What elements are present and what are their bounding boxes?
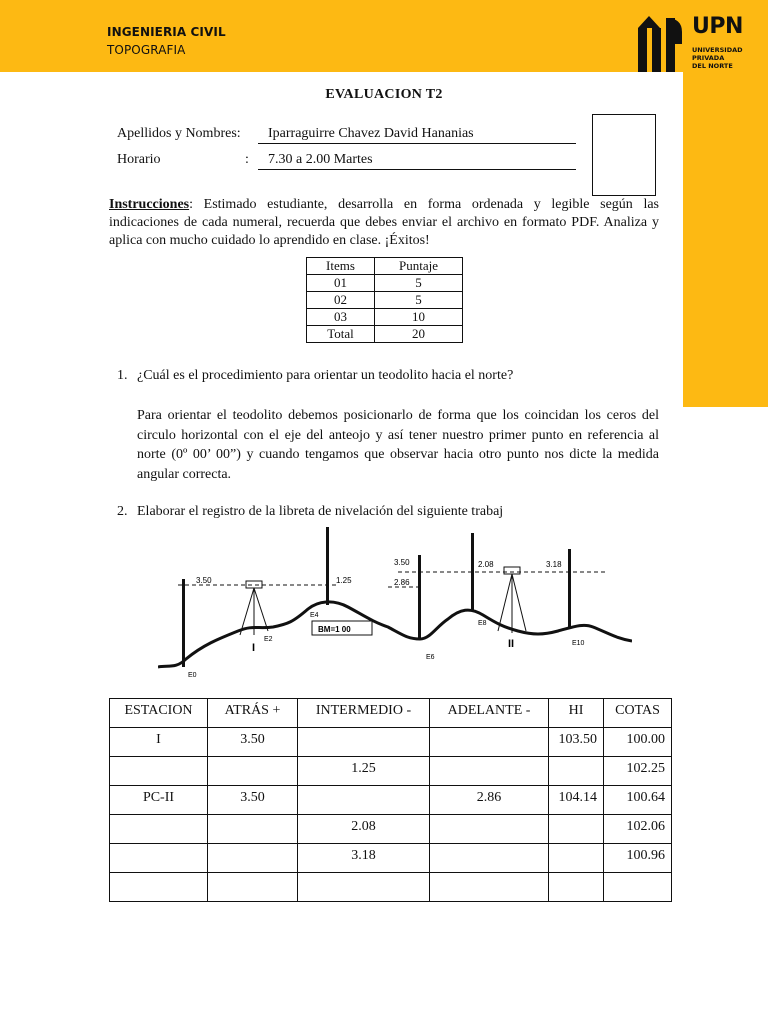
points-cell: 01 (307, 275, 375, 292)
cell-intermedio (298, 873, 430, 902)
table-row (110, 873, 672, 902)
point-e8: E8 (478, 620, 487, 627)
points-cell: 03 (307, 309, 375, 326)
table-row (110, 728, 672, 757)
bm-label: BM=1 00 (318, 625, 351, 634)
reading-r6: 3.18 (546, 560, 562, 569)
question-1-text: ¿Cuál es el procedimiento para orientar un teodolito hacia el norte? (137, 368, 514, 383)
staff-e8 (471, 533, 474, 611)
table-row (110, 757, 672, 786)
point-e2: E2 (264, 636, 273, 643)
cell-cotas: 102.25 (604, 757, 672, 786)
point-e6: E6 (426, 654, 435, 661)
name-label: Apellidos y Nombres: (117, 126, 241, 141)
points-cell: 10 (375, 309, 463, 326)
header-cotas: COTAS (604, 699, 672, 728)
cell-hi (549, 873, 604, 902)
cell-atras (208, 757, 298, 786)
station-label-1: I (252, 642, 256, 654)
header-course: TOPOGRAFIA (107, 43, 186, 57)
logo-sub-line-1: UNIVERSIDAD (692, 46, 743, 54)
cell-estacion (110, 873, 208, 902)
logo-sub-line-2: PRIVADA (692, 54, 725, 62)
reading-r4: 2.86 (394, 578, 410, 587)
points-table (306, 257, 463, 343)
header-atras: ATRÁS + (208, 699, 298, 728)
staff-e4 (326, 527, 329, 605)
points-cell: Total (307, 326, 375, 343)
table-row (307, 275, 463, 292)
table-row (307, 309, 463, 326)
station-label-2: II (508, 638, 515, 650)
cell-cotas: 100.00 (604, 728, 672, 757)
cell-adelante (430, 757, 549, 786)
libreta-header-row (110, 699, 672, 728)
cell-hi (549, 757, 604, 786)
reading-r5: 2.08 (478, 560, 494, 569)
points-cell: 20 (375, 326, 463, 343)
photo-box (592, 114, 656, 196)
header-adelante: ADELANTE - (430, 699, 549, 728)
instructions (109, 196, 659, 250)
instructions-text: : Estimado estudiante, desarrolla en forma ordenada y legible según las indicaciones de cada numeral, recuerda que debes enviar el archivo en formato PDF. Analiza y aplica con mucho cuidado lo aprendido en clase. ¡Éxitos! (109, 197, 659, 248)
name-value: Iparraguirre Chavez David Hananias (258, 126, 576, 144)
cell-intermedio: 3.18 (298, 844, 430, 873)
cell-hi: 104.14 (549, 786, 604, 815)
points-header-items: Items (307, 258, 375, 275)
cell-estacion (110, 757, 208, 786)
table-row (110, 815, 672, 844)
leveling-notebook-table (109, 698, 672, 902)
points-header-row (307, 258, 463, 275)
cell-intermedio (298, 786, 430, 815)
cell-atras (208, 844, 298, 873)
header-estacion: ESTACION (110, 699, 208, 728)
reading-r3: 3.50 (394, 558, 410, 567)
point-e10: E10 (572, 640, 585, 647)
staff-e0 (182, 579, 185, 667)
question-2-text: Elaborar el registro de la libreta de nivelación del siguiente trabaj (137, 504, 504, 519)
cell-adelante (430, 844, 549, 873)
leveling-diagram (158, 527, 632, 684)
cell-hi (549, 844, 604, 873)
table-row (110, 786, 672, 815)
cell-hi: 103.50 (549, 728, 604, 757)
page-title: EVALUACION T2 (325, 87, 443, 102)
upn-logo-text: UPN (692, 14, 743, 39)
logo-sub-line-3: DEL NORTE (692, 62, 733, 70)
terrain-profile (158, 602, 632, 667)
cell-cotas (604, 873, 672, 902)
cell-atras (208, 873, 298, 902)
cell-intermedio (298, 728, 430, 757)
schedule-label: Horario (117, 152, 161, 167)
points-cell: 5 (375, 275, 463, 292)
cell-adelante (430, 728, 549, 757)
schedule-value: 7.30 a 2.00 Martes (258, 152, 576, 170)
points-cell: 5 (375, 292, 463, 309)
points-header-score: Puntaje (375, 258, 463, 275)
cell-cotas: 100.64 (604, 786, 672, 815)
cell-estacion (110, 844, 208, 873)
schedule-colon: : (245, 152, 249, 167)
table-row (307, 292, 463, 309)
points-cell: 02 (307, 292, 375, 309)
cell-atras (208, 815, 298, 844)
level-instrument-2 (504, 567, 520, 574)
reading-r2: 1.25 (336, 576, 352, 585)
cell-atras: 3.50 (208, 728, 298, 757)
header-intermedio: INTERMEDIO - (298, 699, 430, 728)
cell-intermedio: 1.25 (298, 757, 430, 786)
point-e4: E4 (310, 612, 319, 619)
cell-hi (549, 815, 604, 844)
question-1-answer: Para orientar el teodolito debemos posicionarlo de forma que los coincidan los ceros del circulo horizontal con el eje del anteojo y así tener nuestro primer punto en referencia al norte (0º 00’ 00”) y cuando tengamos que observar hacia otro punto nos dicte la medida angular correcta. (137, 408, 659, 482)
cell-estacion: PC-II (110, 786, 208, 815)
staff-e10 (568, 549, 571, 629)
header-hi: HI (549, 699, 604, 728)
cell-cotas: 100.96 (604, 844, 672, 873)
table-row (110, 844, 672, 873)
cell-estacion (110, 815, 208, 844)
cell-intermedio: 2.08 (298, 815, 430, 844)
instructions-lead: Instrucciones (109, 197, 190, 212)
upn-logo-icon (636, 14, 688, 77)
point-e0: E0 (188, 672, 197, 679)
reading-r1: 3.50 (196, 576, 212, 585)
table-row (307, 326, 463, 343)
cell-atras: 3.50 (208, 786, 298, 815)
question-1-number: 1. (117, 368, 128, 383)
cell-adelante: 2.86 (430, 786, 549, 815)
cell-adelante (430, 815, 549, 844)
cell-cotas: 102.06 (604, 815, 672, 844)
header-career: INGENIERIA CIVIL (107, 25, 226, 39)
cell-estacion: I (110, 728, 208, 757)
cell-adelante (430, 873, 549, 902)
question-2-number: 2. (117, 504, 128, 519)
staff-e6 (418, 555, 421, 639)
